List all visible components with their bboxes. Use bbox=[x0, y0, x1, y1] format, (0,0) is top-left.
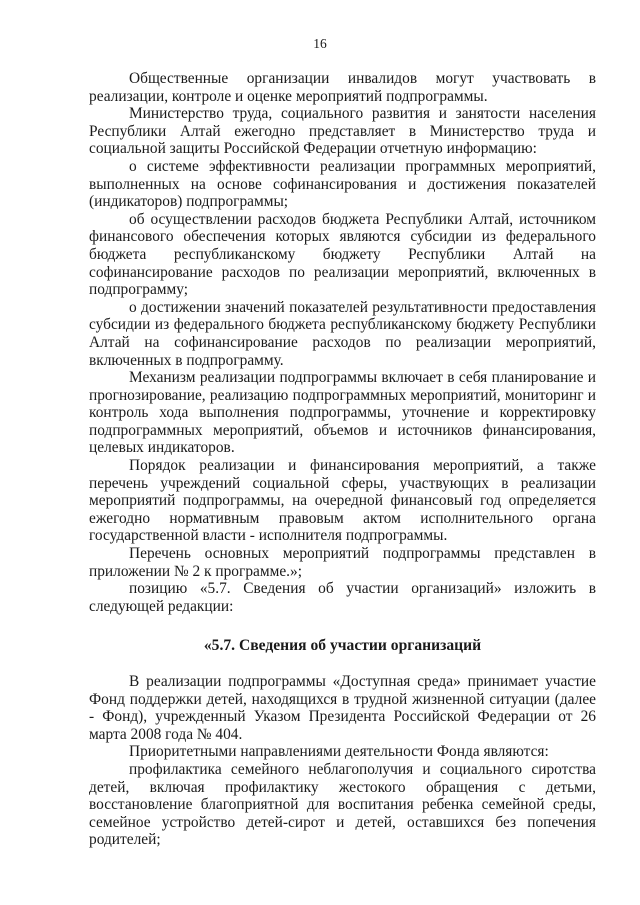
paragraph-indicators-achievement: о достижении значений показателей результативности предоставления субсидии из федерального бюджета республиканскому бюджету Республики Алтай на софинансирование расходов по реализации мероприятий, включенных в подпрограмму. bbox=[89, 298, 596, 369]
paragraph-budget-expenses: об осуществлении расходов бюджета Республики Алтай, источником финансового обеспечения которых являются субсидии из федерального бюджета республиканскому бюджету Республики Алтай на софинансирование расходов по реализации мероприятий, включенных в подпрограмму; bbox=[89, 210, 596, 299]
paragraph-implementation-mechanism: Механизм реализации подпрограммы включает в себя планирование и прогнозирование, реализацию подпрограммных мероприятий, мониторинг и контроль хода выполнения подпрограммы, уточнение и корректировку подпрограммных мероприятий, объемов и источников финансирования, целевых индикаторов. bbox=[89, 369, 596, 457]
paragraph-fund-participation: В реализации подпрограммы «Доступная среда» принимает участие Фонд поддержки детей, находящихся в трудной жизненной ситуации (далее - Фонд), учрежденный Указом Президента Российской Федерации от 26 марта 2008 года № 404. bbox=[89, 673, 596, 743]
paragraph-main-activities-list: Перечень основных мероприятий подпрограммы представлен в приложении № 2 к программе.»; bbox=[89, 545, 596, 580]
paragraph-position-amendment: позицию «5.7. Сведения об участии организаций» изложить в следующей редакции: bbox=[89, 580, 596, 615]
paragraph-family-prevention: профилактика семейного неблагополучия и социального сиротства детей, включая профилактику жестокого обращения с детьми, восстановление благоприятной для воспитания ребенка семейной среды, семейное устройство детей-сирот и детей, оставшихся без попечения родителей; bbox=[89, 760, 596, 849]
section-heading: «5.7. Сведения об участии организаций bbox=[203, 637, 482, 655]
page-number: 16 bbox=[313, 36, 327, 51]
paragraph-fund-priorities: Приоритетными направлениями деятельности Фонда являются: bbox=[129, 743, 549, 761]
paragraph-disability-organizations: Общественные организации инвалидов могут участвовать в реализации, контроле и оценке мероприятий подпрограммы. bbox=[89, 70, 596, 105]
paragraph-ministry-report: Министерство труда, социального развития и занятости населения Республики Алтай ежегодно представляет в Министерство труда и социальной защиты Российской Федерации отчетную информацию: bbox=[89, 105, 596, 158]
paragraph-implementation-procedure: Порядок реализации и финансирования мероприятий, а также перечень учреждений социальной сферы, участвующих в реализации мероприятий подпрограммы, на очередной финансовый год определяется ежегодно нормативным правовым актом исполнительного органа государственной власти - исполнителя подпрограммы. bbox=[89, 457, 596, 545]
document-body bbox=[89, 70, 596, 849]
paragraph-efficiency-system: о системе эффективности реализации программных мероприятий, выполненных на основе софинансирования и достижения показателей (индикаторов) подпрограммы; bbox=[89, 157, 596, 211]
